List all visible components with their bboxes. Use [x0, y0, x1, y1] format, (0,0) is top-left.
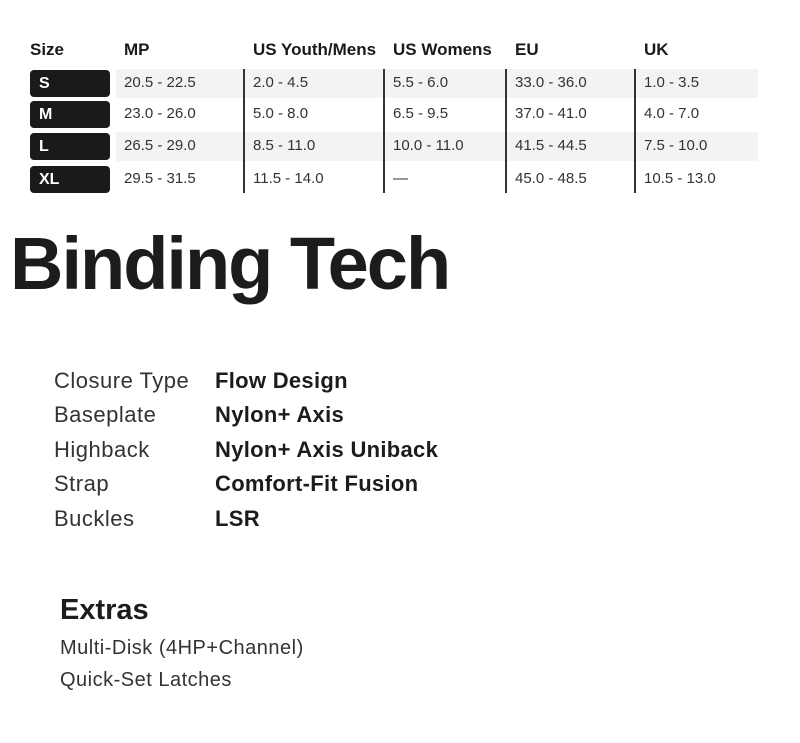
size-badge: M	[30, 101, 110, 128]
cell-mp: 20.5 - 22.5	[124, 74, 196, 91]
column-divider	[634, 69, 636, 193]
extras-heading: Extras	[60, 594, 149, 626]
cell-uk: 4.0 - 7.0	[644, 105, 700, 122]
column-divider	[243, 69, 245, 193]
column-divider	[505, 69, 507, 193]
spec-row	[54, 368, 654, 402]
size-badge: XL	[30, 166, 110, 193]
spec-label: Highback	[54, 437, 150, 462]
column-divider	[383, 69, 385, 193]
spec-label: Buckles	[54, 506, 135, 531]
spec-label: Closure Type	[54, 368, 190, 393]
cell-us-youth-mens: 8.5 - 11.0	[253, 137, 316, 154]
cell-us-youth-mens: 11.5 - 14.0	[253, 170, 324, 187]
size-badge: L	[30, 133, 110, 160]
spec-value: Nylon+ Axis	[215, 402, 345, 427]
cell-us-womens: —	[393, 170, 408, 187]
cell-mp: 23.0 - 26.0	[124, 105, 196, 122]
extras-list-item: Quick-Set Latches	[60, 669, 232, 691]
cell-us-youth-mens: 2.0 - 4.5	[253, 74, 309, 91]
cell-us-womens: 6.5 - 9.5	[393, 105, 449, 122]
table-row	[30, 132, 758, 161]
spec-label: Strap	[54, 471, 110, 496]
spec-row	[54, 437, 654, 471]
extras-list-item: Multi-Disk (4HP+Channel)	[60, 637, 304, 659]
spec-value: LSR	[215, 506, 260, 531]
table-row	[30, 100, 758, 129]
cell-us-youth-mens: 5.0 - 8.0	[253, 105, 309, 122]
spec-value: Comfort-Fit Fusion	[215, 471, 419, 496]
cell-eu: 41.5 - 44.5	[515, 137, 587, 154]
column-header-mp: MP	[124, 40, 150, 59]
cell-mp: 26.5 - 29.0	[124, 137, 196, 154]
cell-us-womens: 5.5 - 6.0	[393, 74, 449, 91]
spec-value: Nylon+ Axis Uniback	[215, 437, 439, 462]
column-header-us-womens: US Womens	[393, 40, 492, 59]
cell-eu: 37.0 - 41.0	[515, 105, 587, 122]
cell-eu: 45.0 - 48.5	[515, 170, 587, 187]
column-header-eu: EU	[515, 40, 539, 59]
spec-row	[54, 402, 654, 436]
column-header-size: Size	[30, 40, 65, 59]
cell-uk: 1.0 - 3.5	[644, 74, 700, 91]
spec-row	[54, 471, 654, 505]
spec-value: Flow Design	[215, 368, 348, 393]
section-title: Binding Tech	[10, 222, 450, 305]
column-header-uk: UK	[644, 40, 669, 59]
table-row	[30, 165, 758, 194]
column-header-us-youth-mens: US Youth/Mens	[253, 40, 377, 59]
cell-uk: 7.5 - 10.0	[644, 137, 708, 154]
table-row	[30, 69, 758, 98]
cell-mp: 29.5 - 31.5	[124, 170, 196, 187]
cell-eu: 33.0 - 36.0	[515, 74, 587, 91]
cell-us-womens: 10.0 - 11.0	[393, 137, 464, 154]
spec-row	[54, 506, 654, 540]
size-badge: S	[30, 70, 110, 97]
cell-uk: 10.5 - 13.0	[644, 170, 716, 187]
spec-label: Baseplate	[54, 402, 157, 427]
